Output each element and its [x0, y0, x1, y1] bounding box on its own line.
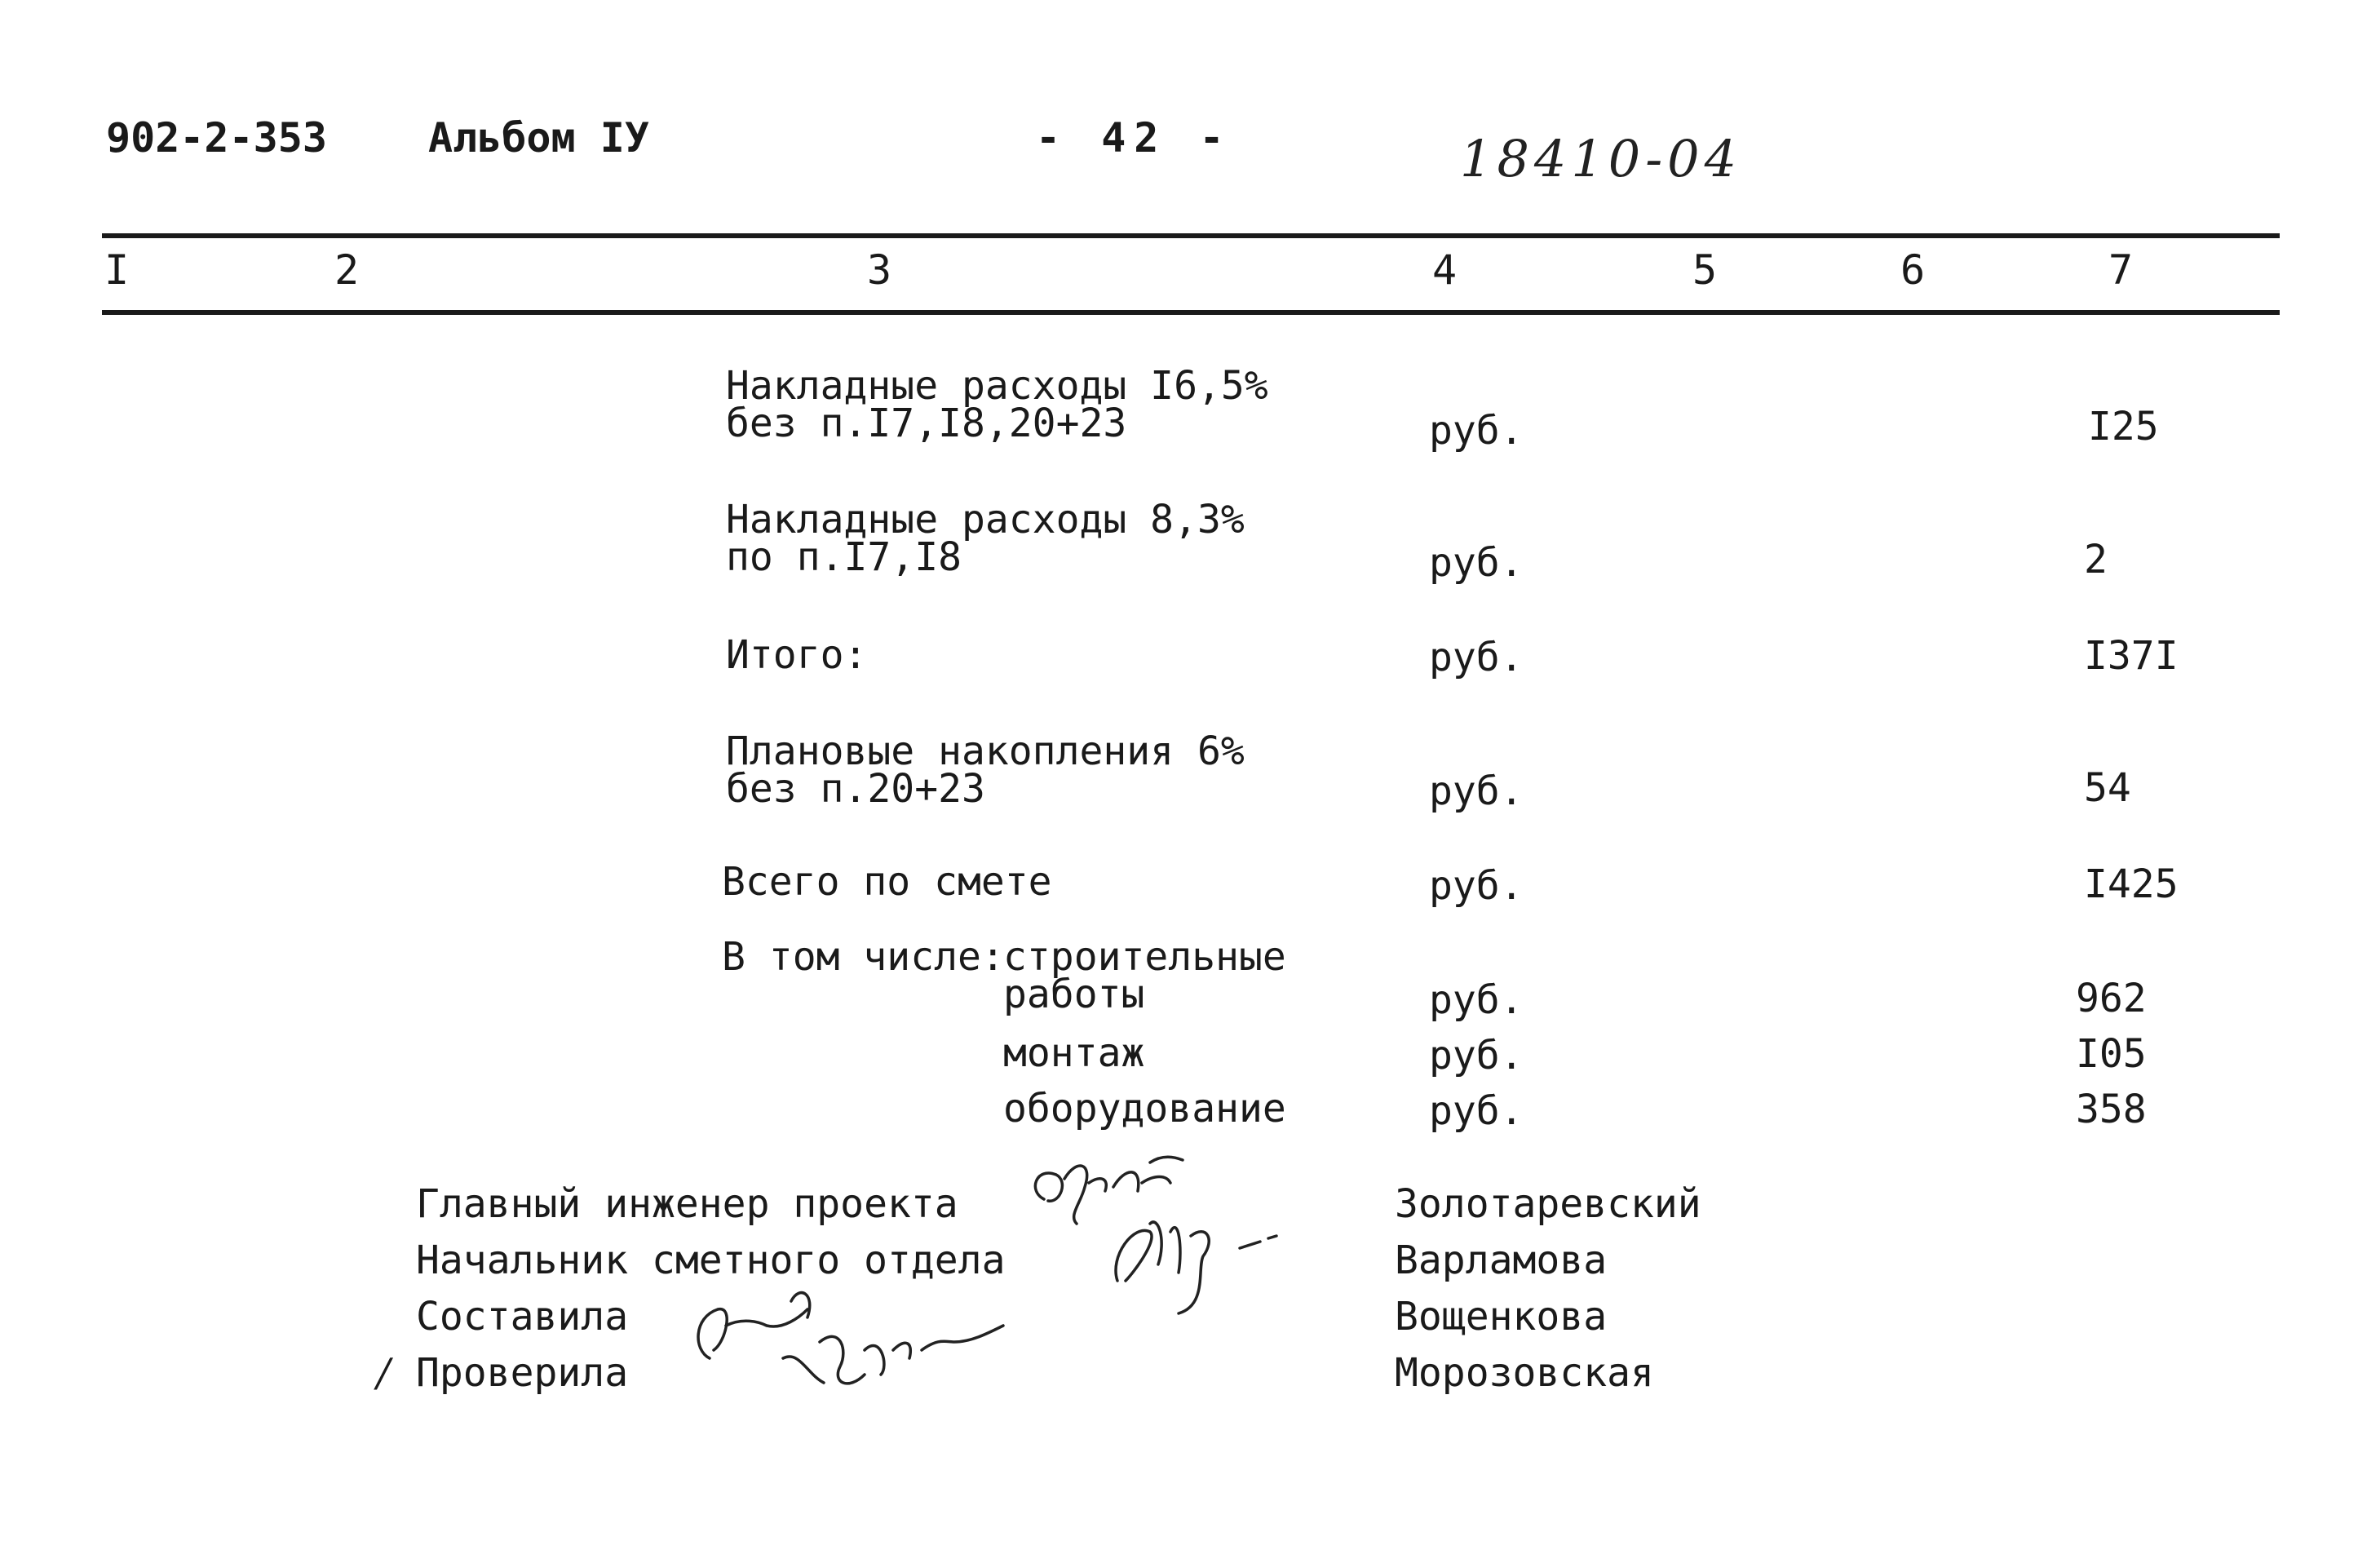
handwritten-signature-compiled-checked	[677, 1260, 1020, 1415]
breakdown-item-3-unit: руб.	[1429, 1088, 1524, 1134]
breakdown-item-1-description	[1003, 934, 1286, 1017]
signature-name-1: Золотаревский	[1395, 1181, 1701, 1227]
row-4-value: 54	[2084, 765, 2131, 811]
row-2-unit: руб.	[1429, 540, 1524, 586]
signature-name-4: Морозовская	[1395, 1350, 1654, 1396]
album-label: Альбом IУ	[428, 114, 649, 162]
column-number-4: 4	[1432, 246, 1458, 294]
row-1-description-line-1: Накладные расходы I6,5%	[726, 363, 1268, 409]
row-3-value: I37I	[2084, 633, 2179, 679]
row-2-description	[726, 497, 1245, 580]
row-1-value: I25	[2088, 404, 2159, 449]
handwritten-code: 18410-04	[1460, 129, 1742, 188]
row-4-description-line-1: Плановые накопления 6%	[726, 728, 1245, 774]
document-code: 902-2-353	[106, 114, 327, 162]
margin-check-mark: /	[377, 1350, 391, 1396]
row-1-description-line-2: без п.I7,I8,20+23	[726, 401, 1127, 446]
breakdown-item-1-line-2: работы	[1003, 972, 1145, 1017]
signature-name-3: Вощенкова	[1395, 1294, 1608, 1340]
breakdown-item-3-value: 358	[2076, 1087, 2147, 1132]
row-4-unit: руб.	[1429, 768, 1524, 814]
breakdown-item-1-value: 962	[2076, 976, 2147, 1021]
page-number: - 42 -	[1036, 114, 1232, 162]
column-number-5: 5	[1692, 246, 1718, 294]
row-5-value: I425	[2084, 861, 2179, 907]
breakdown-item-2-unit: руб.	[1429, 1033, 1524, 1078]
row-5-description-line-1: Всего по смете	[722, 859, 1052, 905]
row-2-value: 2	[2084, 537, 2108, 582]
signature-role-4: Проверила	[416, 1350, 629, 1396]
row-2-description-line-1: Накладные расходы 8,3%	[726, 497, 1245, 542]
signature-role-1: Главный инженер проекта	[416, 1181, 958, 1227]
row-3-description-line-1: Итого:	[726, 632, 868, 678]
breakdown-item-1-unit: руб.	[1429, 977, 1524, 1023]
signature-role-2: Начальник сметного отдела	[416, 1238, 1006, 1283]
row-3-description	[726, 632, 868, 678]
column-number-6: 6	[1900, 246, 1926, 294]
column-number-3: 3	[867, 246, 892, 294]
table-top-rule	[102, 233, 2280, 238]
column-number-1: I	[104, 246, 130, 294]
row-3-unit: руб.	[1429, 635, 1524, 680]
row-4-description	[726, 728, 1245, 812]
table-header-rule	[102, 310, 2280, 315]
breakdown-item-2-value: I05	[2076, 1031, 2147, 1077]
row-4-description-line-2: без п.20+23	[726, 766, 985, 812]
row-1-description	[726, 363, 1268, 446]
column-number-2: 2	[334, 246, 360, 294]
breakdown-item-3-description: оборудование	[1003, 1086, 1286, 1131]
column-number-7: 7	[2108, 246, 2134, 294]
row-5-description	[722, 859, 1052, 905]
row-2-description-line-2: по п.I7,I8	[726, 534, 962, 580]
signature-role-3: Составила	[416, 1294, 629, 1340]
breakdown-label: В том числе:	[722, 934, 1005, 980]
row-5-unit: руб.	[1429, 863, 1524, 909]
row-1-unit: руб.	[1429, 408, 1524, 454]
handwritten-signature-estimate-head	[1101, 1191, 1305, 1322]
breakdown-item-1-line-1: строительные	[1003, 934, 1286, 980]
breakdown-item-2-description: монтаж	[1003, 1030, 1145, 1076]
signature-name-2: Варламова	[1395, 1238, 1608, 1283]
